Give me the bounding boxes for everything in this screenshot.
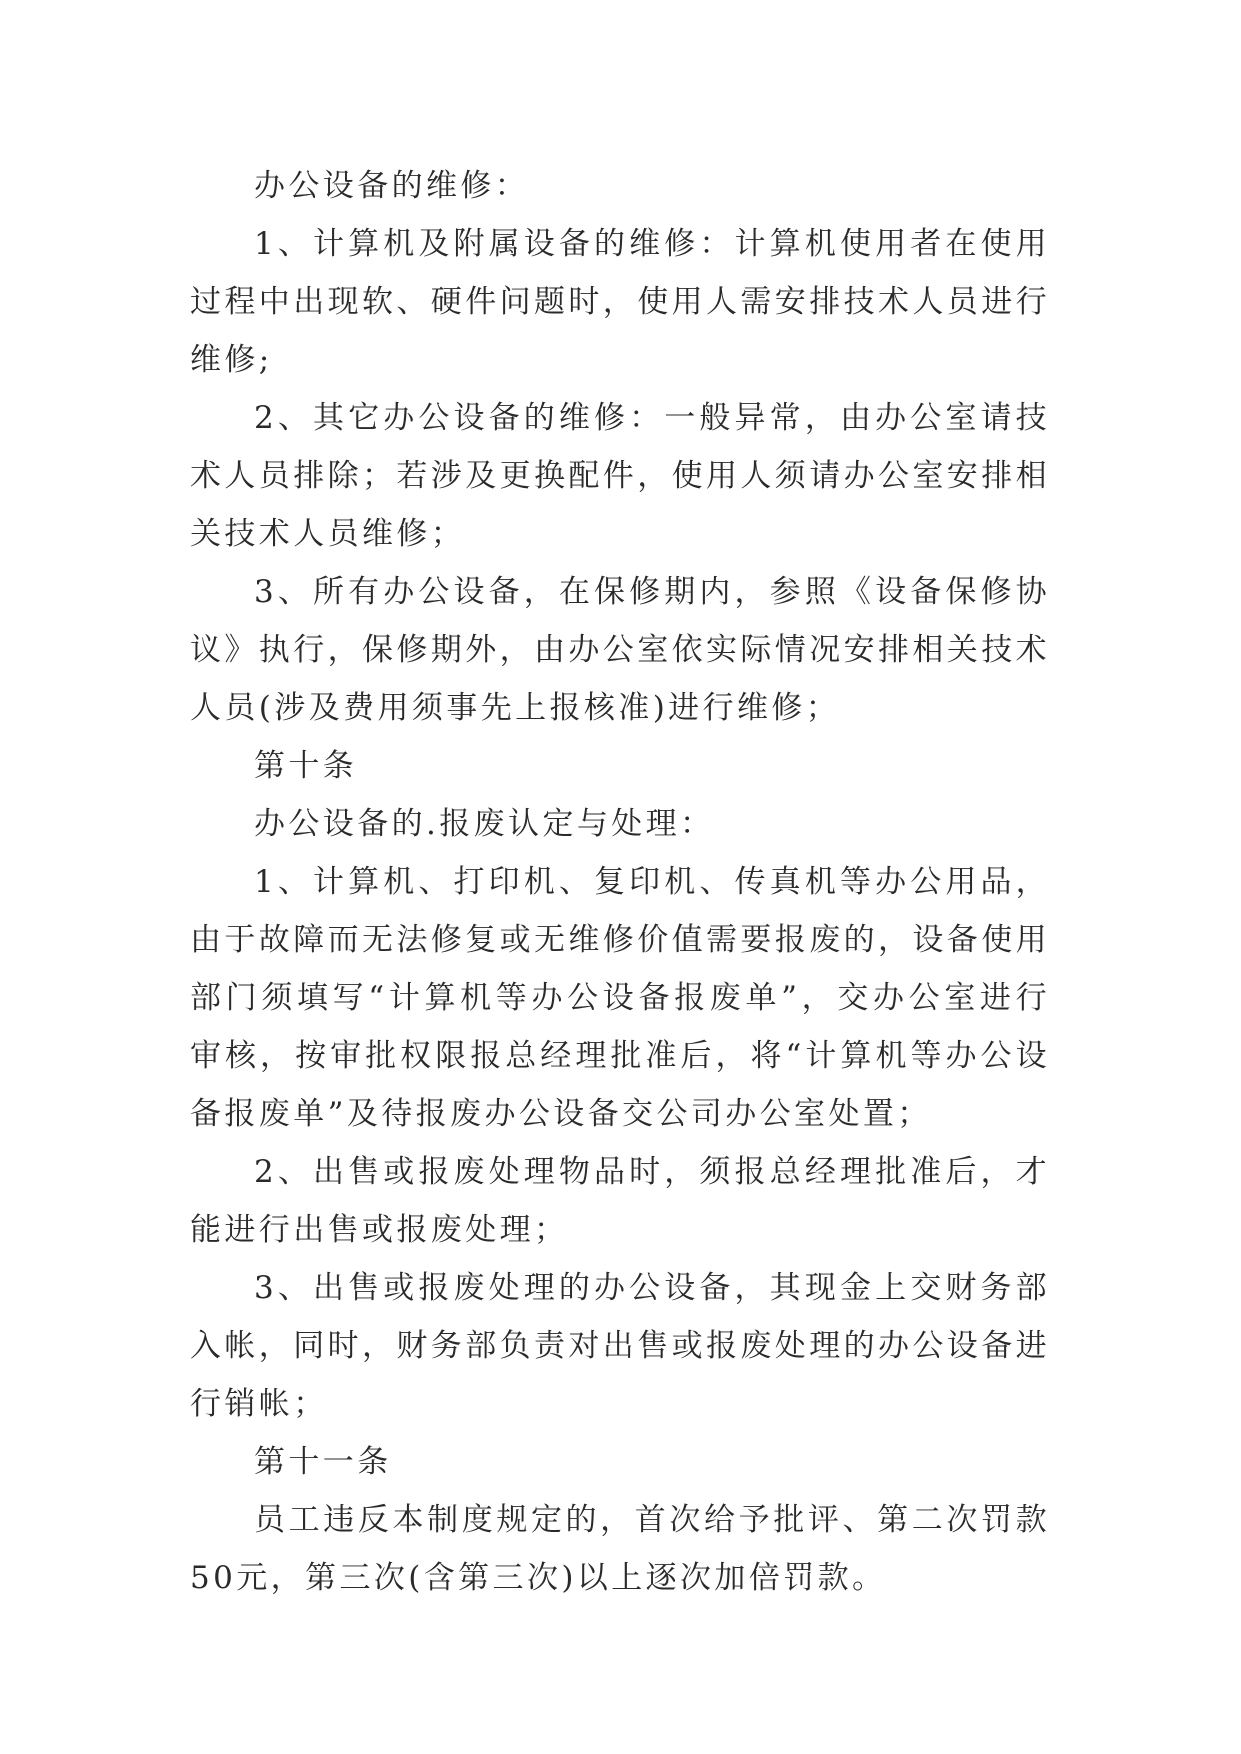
disposal-item-2: 2、出售或报废处理物品时，须报总经理批准后，才能进行出售或报废处理； (190, 1154, 1050, 1248)
article-heading-11: 第十一条 (254, 1444, 392, 1480)
maintenance-item-2: 2、其它办公设备的维修：一般异常，由办公室请技术人员排除；若涉及更换配件，使用人须请办公室安排相关技术人员维修； (190, 400, 1050, 552)
document-body (190, 157, 1050, 1607)
maintenance-item-1: 1、计算机及附属设备的维修：计算机使用者在使用过程中出现软、硬件问题时，使用人需安排技术人员进行维修; (190, 226, 1050, 378)
section-heading-maintenance: 办公设备的维修： (254, 168, 530, 204)
article-heading-10: 第十条 (254, 748, 358, 784)
disposal-item-1: 1、计算机、打印机、复印机、传真机等办公用品，由于故障而无法修复或无维修价值需要报废的，设备使用部门须填写“计算机等办公设备报废单”，交办公室进行审核，按审批权限报总经理批准后，将“计算机等办公设备报废单”及待报废办公设备交公司办公室处置； (190, 864, 1050, 1132)
maintenance-item-3: 3、所有办公设备，在保修期内，参照《设备保修协议》执行，保修期外，由办公室依实际情况安排相关技术人员(涉及费用须事先上报核准)进行维修； (190, 574, 1050, 726)
section-heading-disposal: 办公设备的.报废认定与处理： (254, 806, 715, 842)
disposal-item-3: 3、出售或报废处理的办公设备，其现金上交财务部入帐，同时，财务部负责对出售或报废处理的办公设备进行销帐； (190, 1270, 1050, 1422)
penalty-paragraph: 员工违反本制度规定的，首次给予批评、第二次罚款50元，第三次(含第三次)以上逐次加倍罚款。 (190, 1502, 1050, 1596)
